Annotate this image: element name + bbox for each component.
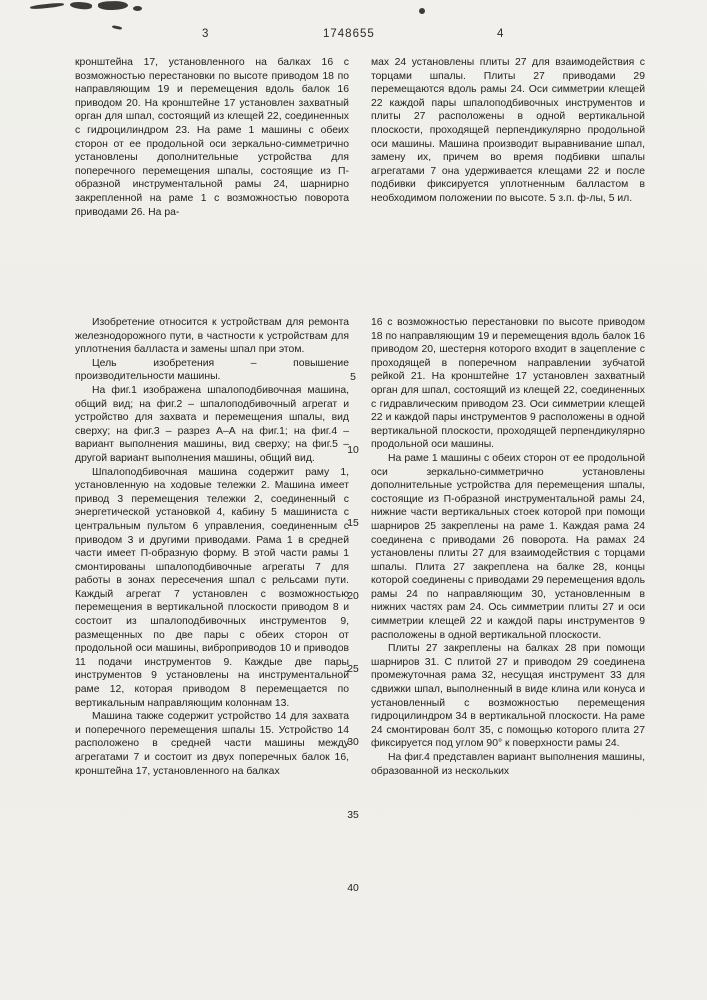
line-number: 20 — [347, 591, 359, 602]
abstract-text-right: мах 24 установлены плиты 27 для взаимодействия с торцами шпалы. Плиты 27 приводами 29 перемещаются вдоль рамы 24. Оси симметрии клещей 22 каждой пары шпалоподбивочных инструментов и плиты 27 расположены в одной вертикальной плоскости, проходящей перпендикулярно продольной оси машины. Машина производит выравнивание шпал, замену их, причем во время подбивки шпалы агрегатами 7 она удерживается клещами 22 и после подбивки фиксируется уплотненным балластом в необходимом положении по высоте. 5 з.п. ф-лы, 5 ил. — [371, 57, 645, 204]
paragraph: 16 с возможностью перестановки по высоте приводом 18 по направляющим 19 и перемещения вдоль балок 16 приводом 20, шестерня которого входит в зацепление с проходящей в поперечном направлении зубчатой рейкой 21. На кронштейне 17 установлен захватный орган для шпал, состоящий из клещей 22, соединенных с гидравлическим приводом 23. Оси симметрии клещей 22 и каждой пары инструментов 9 расположены в одной вертикальной плоскости, проходящей перпендикулярно продольной оси машины. — [371, 317, 645, 451]
scan-artifact — [70, 1, 93, 11]
paragraph: На фиг.4 представлен вариант выполнения машины, образованной из нескольких — [371, 752, 645, 777]
paragraph: Шпалоподбивочная машина содержит раму 1, установленную на ходовые тележки 2. Машина имеет привод 3 перемещения тележки 2, соединенный с энергетической установкой 4, кабину 5 машиниста с центральным пультом 6 управления, соединенным с приводом 3 и другими приводами. Рама 1 в средней части имеет П-образную форму. В этой части рамы 1 смонтированы шпалоподбивочные агрегаты 7 для работы в зонах пересечения шпал с рельсами пути. Каждый агрегат 7 установлен с возможностью перемещения в вертикальной плоскости приводом 8 и состоит из шпалоподбивочных инструментов 9, размещенных по две пары с обеих сторон от продольной оси машины, виброприводов 10 и приводов 11 подачи инструментов 9. Каждые две пары инструментов 9 установлены на инструментальной раме 12, которая приводом 8 перемещается по вертикальным направляющим колоннам 13. — [75, 466, 349, 709]
abstract-left-column — [75, 56, 349, 219]
line-number: 35 — [347, 810, 359, 821]
line-number: 40 — [347, 883, 359, 894]
paragraph: На раме 1 машины с обеих сторон от ее продольной оси зеркально-симметрично установлены дополнительные устройства для перемещения шпалы, состоящие из П-образной инструментальной рамы 24, нижние части вертикальных стоек которой при помощи шарниров 25 закреплены на раме 1. Каждая рама 24 соединена с приводами 26 поворота. На рамах 24 установлены плиты 27 для взаимодействия с торцами шпалы. Плита 27 закреплена на балке 28, концы которой соединены с приводами 29 перемещения вдоль рамы 24 по направляющим 30, установленным в нижних частях рам 24. Ось симметрии плиты 27 и оси симметрии клещей 22 и каждой пары инструментов 9 расположены в одной вертикальной плоскости. — [371, 452, 646, 641]
paragraph: Изобретение относится к устройствам для ремонта железнодорожного пути, в частности к устройствам для уплотнения балласта и замены шпал при этом. — [75, 317, 349, 356]
scan-artifact — [112, 25, 122, 30]
scan-artifact — [419, 8, 425, 14]
scan-artifact — [98, 0, 129, 11]
line-number: 5 — [350, 372, 356, 383]
left-column-page-number: 3 — [202, 28, 210, 40]
scan-artifact — [30, 2, 64, 10]
line-number: 15 — [347, 518, 359, 529]
right-column-page-number: 4 — [497, 28, 505, 40]
line-number: 25 — [347, 664, 359, 675]
paragraph: Машина также содержит устройство 14 для захвата и поперечного перемещения шпалы 15. Устройство 14 расположено в средней части машины между агрегатами 7 и состоит из двух поперечных балок 16, кронштейна 17, установленного на балках — [75, 711, 349, 777]
scan-artifact — [133, 6, 142, 11]
line-number: 30 — [347, 737, 359, 748]
paragraph: На фиг.1 изображена шпалоподбивочная машина, общий вид; на фиг.2 – шпалоподбивочный агрегат и устройство для захвата и перемещения шпалы, вид сверху; на фиг.3 – разрез А–А на фиг.1; на фиг.4 – вариант выполнения машины, вид сверху; на фиг.5 – другой вариант выполнения машины, общий вид. — [75, 384, 349, 464]
description-right-column — [371, 316, 645, 778]
line-number: 10 — [347, 445, 359, 456]
abstract-right-column — [371, 56, 645, 206]
paragraph: Плиты 27 закреплены на балках 28 при помощи шарниров 31. С плитой 27 и приводом 29 соединена промежуточная рама 32, несущая инструмент 33 для сдвижки шпал, выполненный в виде клина или конуса и установленный с возможностью перемещения гидроцилиндром 34 в вертикальной плоскости. На раме 24 смонтирован болт 35, с помощью которого плита 27 фиксируется под углом 90° к поверхности рамы 24. — [371, 643, 645, 750]
patent-number: 1748655 — [323, 28, 375, 40]
description-left-column — [75, 316, 349, 778]
paragraph: Цель изобретения – повышение производительности машины. — [75, 357, 349, 383]
abstract-text-left: кронштейна 17, установленного на балках 16 с возможностью перестановки по высоте приводом 18 по направляющим 19 и перемещения вдоль балок 16 приводом 20. На кронштейне 17 установлен захватный орган для шпал, состоящий из клещей 22, соединенных с гидроцилиндром 23. На раме 1 машины с обеих сторон от ее продольной оси зеркально-симметрично установлены дополнительные устройства для поперечного перемещения шпалы, состоящие из П-образной инструментальной рамы 24, шарнирно закрепленной на раме 1 с возможностью поворота приводами 26. На ра- — [75, 57, 349, 218]
